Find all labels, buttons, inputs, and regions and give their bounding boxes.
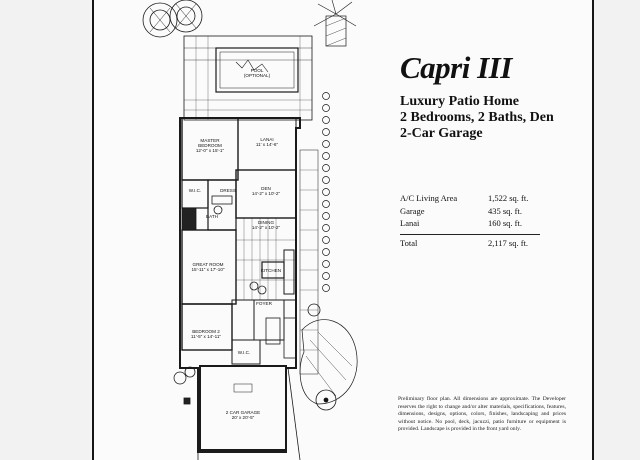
area-label: Garage [400, 205, 425, 216]
wic-label: W.I.C. [188, 188, 202, 193]
total-value: 2,117 sq. ft. [488, 237, 529, 248]
subtitle-line: 2-Car Garage [400, 126, 483, 141]
area-value: 1,522 sq. ft. [488, 193, 529, 203]
dining-dim: 14'-2" x 10'-2" [251, 225, 281, 230]
wic2-label: W.I.C. [237, 350, 251, 355]
area-total-row [400, 234, 540, 250]
master-label: MASTER [200, 138, 220, 143]
lanai-dim: 11' x 14'-6" [255, 142, 279, 147]
den-label: DEN [261, 186, 271, 191]
subtitle-line: Luxury Patio Home [400, 94, 519, 109]
area-row [400, 217, 540, 230]
area-value: 160 sq. ft. [488, 218, 522, 228]
total-label: Total [400, 237, 418, 248]
great-room-label: GREAT ROOM [192, 262, 224, 267]
lanai-label: LANAI [260, 137, 274, 142]
model-subtitle [400, 94, 580, 142]
bath-label: BATH [206, 214, 218, 219]
area-table [400, 192, 540, 249]
garage-label: 2 CAR GARAGE [225, 410, 261, 415]
dress-label: DRESS [220, 188, 236, 193]
garage-dim: 20' x 20'-5" [231, 415, 255, 420]
master-dim: 12'-0" x 15'-1" [195, 148, 225, 153]
palm-tree-icon [314, 0, 356, 46]
pool-label: POOL [250, 68, 264, 73]
model-title: Capri III [400, 50, 512, 85]
bedroom2-dim: 11'-5" x 14'-11" [190, 334, 222, 339]
pool-sublabel: (OPTIONAL) [243, 73, 271, 78]
tree-icon [143, 0, 202, 37]
disclaimer-text: Preliminary floor plan. All dimensions are approximate. The Developer reserves the right to change and/or alter materials, specifications, features, dimensions, designs, options, colors, finishes, landscaping and prices without notice. No pool, deck, jacuzzi, patio furniture or equipment is provided. Landscape is provided in the front yard only. [398, 396, 566, 433]
den-dim: 14'-2" x 10'-2" [251, 191, 281, 196]
foyer-label: FOYER [256, 301, 272, 306]
dining-label: DINING [257, 220, 275, 225]
area-label: Lanai [400, 218, 420, 228]
area-label: A/C Living Area [400, 193, 458, 203]
subtitle-line: 2 Bedrooms, 2 Baths, Den [400, 110, 554, 125]
great-room-dim: 15'-11" x 17'-10" [191, 267, 225, 272]
kitchen-label: KITCHEN [260, 268, 282, 273]
area-value: 435 sq. ft. [488, 205, 522, 216]
area-row [400, 192, 540, 205]
shrub-icon [174, 304, 357, 410]
bedroom2-label: BEDROOM 2 [192, 329, 220, 334]
house-outline [180, 118, 300, 452]
master-label-2: BEDROOM [198, 143, 222, 148]
area-row [400, 205, 540, 218]
